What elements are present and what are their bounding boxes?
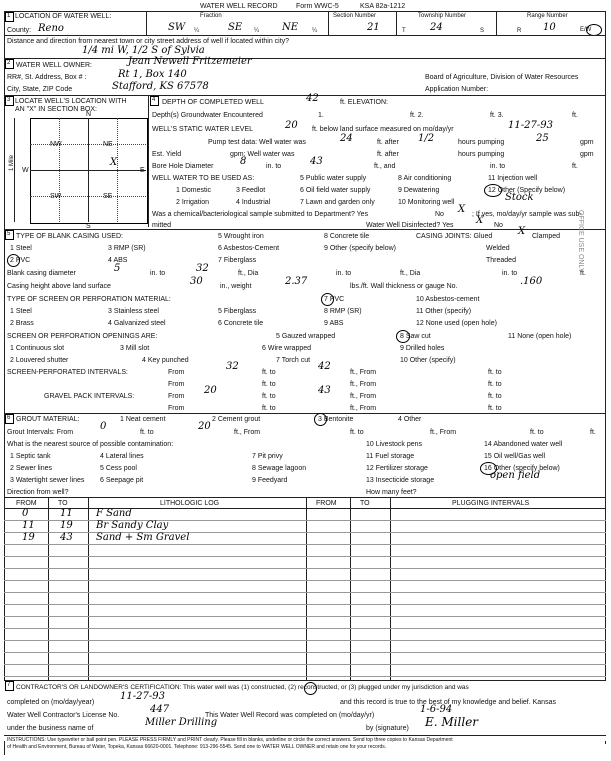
use-other-spec: Stock xyxy=(505,192,534,203)
completed-date: 11-27-93 xyxy=(120,691,165,702)
casing-height: 30 xyxy=(190,276,203,287)
distance-label: Distance and direction from nearest town or city street address of well if located within city? xyxy=(7,38,290,45)
section-grid[interactable] xyxy=(30,118,148,224)
ksa-number: KSA 82a-1212 xyxy=(360,3,406,10)
owner-value: Jean Newell Fritzemeier xyxy=(128,56,252,67)
perf-to: 42 xyxy=(318,361,331,372)
log-rule xyxy=(4,664,606,665)
perf-from: 32 xyxy=(226,361,239,372)
log-rule xyxy=(4,592,606,593)
form-title: WATER WELL RECORD xyxy=(200,3,278,10)
log-rule xyxy=(4,532,606,533)
log-rule xyxy=(4,580,606,581)
business-name: Miller Drilling xyxy=(145,717,218,728)
township-label: Township Number xyxy=(418,13,467,19)
casing-diameter: 5 xyxy=(114,263,121,274)
log-rule xyxy=(4,604,606,605)
pump-gpm: 25 xyxy=(536,133,549,144)
casing-to: 32 xyxy=(196,263,209,274)
static-level-value: 20 xyxy=(285,120,298,131)
range-label: Range Number xyxy=(527,13,568,19)
s1-label: LOCATION OF WATER WELL: xyxy=(15,13,112,20)
distance-value: 1/4 mi W, 1/2 S of Sylvia xyxy=(82,45,205,56)
well-location-mark: X xyxy=(110,157,118,168)
fraction-2: SE xyxy=(228,22,243,33)
app-label: Application Number: xyxy=(425,86,489,93)
grout-to: 20 xyxy=(198,421,211,432)
grout-from: 0 xyxy=(100,421,107,432)
cert-label: CONTRACTOR'S OR LANDOWNER'S CERTIFICATION: This water well was (1) constructed, (2) reconstructed, or (3) plugged under my jurisdiction and was xyxy=(16,684,469,691)
range-value: 10 xyxy=(543,22,556,33)
log-rule xyxy=(4,616,606,617)
depth-label: DEPTH OF COMPLETED WELL xyxy=(162,99,264,106)
township-value: 24 xyxy=(430,22,443,33)
county-value: Reno xyxy=(38,23,64,34)
gravel-to: 43 xyxy=(318,385,331,396)
form-number: Form WWC-5 xyxy=(296,3,339,10)
addr-value: Rt 1, Box 140 xyxy=(118,69,187,80)
depth-value: 42 xyxy=(306,93,319,104)
instructions-2: of Health and Environment, Bureau of Water, Topeka, Kansas 66620-0001. Telephone: 913-296-5545. Send one to WATER WELL OWNER and retain one for your records. xyxy=(7,744,387,750)
log-rule xyxy=(4,676,606,677)
license-number: 447 xyxy=(150,704,170,715)
contamination-other-spec: open field xyxy=(490,470,541,481)
instructions-1: INSTRUCTIONS: Use typewriter or ball point pen. PLEASE PRESS FIRMLY and PRINT clearly. Please fill in blanks, underline or circle the correct answers. Send top three copies to Kansas Department xyxy=(7,737,453,743)
static-date: 11-27-93 xyxy=(508,120,553,131)
addr-label: RR#, St. Address, Box # : xyxy=(7,74,87,81)
log-rule xyxy=(4,640,606,641)
pump-hours: 1/2 xyxy=(418,133,435,144)
s2-label: WATER WELL OWNER: xyxy=(16,62,92,69)
s3-label2: AN "X" IN SECTION BOX: xyxy=(15,106,97,113)
city-label: City, State, ZIP Code xyxy=(7,86,73,93)
city-value: Stafford, KS 67578 xyxy=(112,81,209,92)
fraction-1: SW xyxy=(168,22,186,33)
signature: E. Miller xyxy=(425,715,479,729)
section-label: Section Number xyxy=(333,13,377,19)
board-label: Board of Agriculture, Division of Water Resources xyxy=(425,74,579,81)
bore-to: 43 xyxy=(310,156,323,167)
fraction-label: Fraction xyxy=(200,13,222,19)
log-rule xyxy=(4,556,606,557)
casing-weight: 2.37 xyxy=(285,276,308,287)
log-rule xyxy=(4,628,606,629)
wall-gauge: .160 xyxy=(520,276,543,287)
office-use-label: OFFICE USE ONLY xyxy=(577,210,584,273)
log-rule xyxy=(4,520,606,521)
log-rule xyxy=(4,568,606,569)
log-rule xyxy=(4,652,606,653)
fraction-3: NE xyxy=(282,22,299,33)
log-rule xyxy=(4,544,606,545)
pump-level: 24 xyxy=(340,133,353,144)
s3-label: LOCATE WELL'S LOCATION WITH xyxy=(15,98,127,105)
section-value: 21 xyxy=(367,22,380,33)
record-date: 1-6-94 xyxy=(420,704,453,715)
bore-diameter: 8 xyxy=(240,156,247,167)
gravel-from: 20 xyxy=(204,385,217,396)
county-label: County: xyxy=(7,27,32,34)
